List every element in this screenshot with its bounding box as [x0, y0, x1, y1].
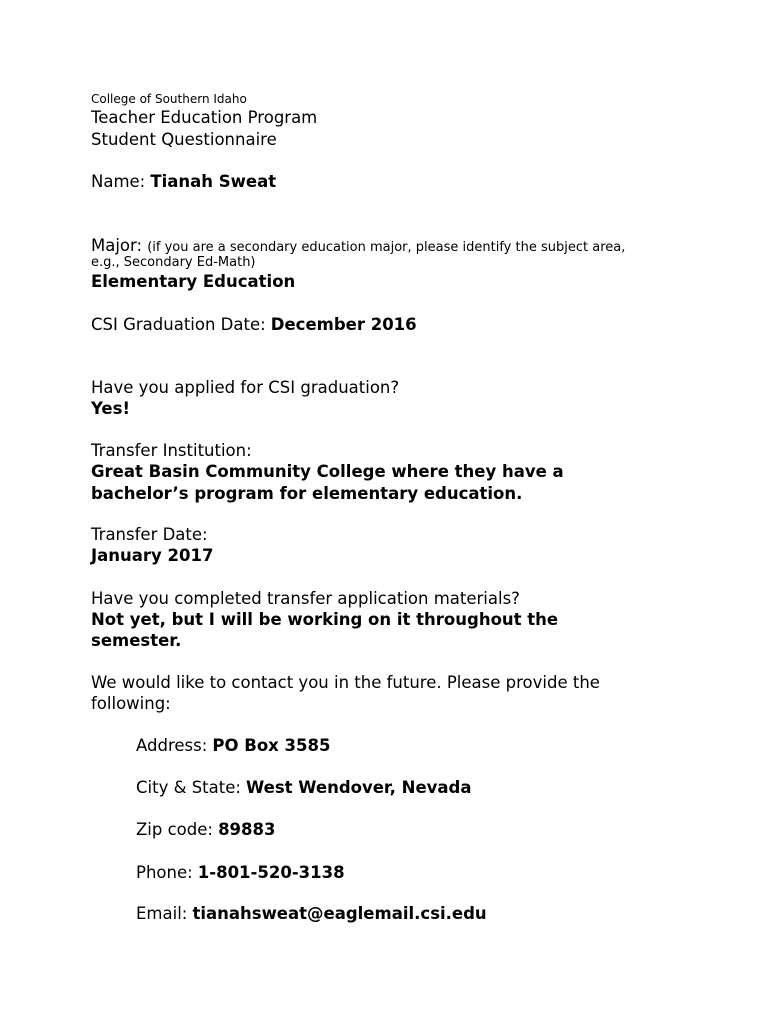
program-title: Teacher Education Program	[91, 108, 318, 127]
name-value: Tianah Sweat	[150, 172, 277, 191]
college-name: College of Southern Idaho	[91, 92, 247, 106]
contact-intro: We would like to contact you in the future. Please provide the	[91, 673, 600, 692]
transfer-institution-answer: Great Basin Community College where they have a	[91, 462, 564, 481]
address-value: PO Box 3585	[212, 736, 331, 755]
zip-code-value: 89883	[218, 820, 276, 839]
zip-code-field	[136, 820, 275, 840]
name-field	[91, 172, 276, 192]
contact-intro-continued: following:	[91, 694, 171, 713]
email-label: Email:	[136, 904, 188, 923]
zip-code-label: Zip code:	[136, 820, 213, 839]
transfer-materials-answer-continued: semester.	[91, 631, 182, 650]
transfer-institution-answer-continued: bachelor’s program for elementary education.	[91, 484, 523, 503]
major-hint-continued: e.g., Secondary Ed-Math)	[91, 255, 256, 270]
applied-graduation-question: Have you applied for CSI graduation?	[91, 378, 400, 397]
applied-graduation-answer: Yes!	[91, 399, 130, 418]
transfer-materials-answer: Not yet, but I will be working on it throughout the	[91, 610, 559, 629]
email-value: tianahsweat@eaglemail.csi.edu	[192, 904, 487, 923]
graduation-date-field	[91, 315, 417, 335]
form-title: Student Questionnaire	[91, 130, 277, 149]
city-state-field	[136, 778, 472, 798]
graduation-date-label: CSI Graduation Date:	[91, 315, 266, 334]
phone-field	[136, 863, 345, 883]
major-label: Major:	[91, 236, 143, 255]
transfer-materials-question: Have you completed transfer application materials?	[91, 589, 520, 608]
transfer-institution-label: Transfer Institution:	[91, 441, 252, 460]
major-field	[91, 236, 625, 256]
phone-label: Phone:	[136, 863, 193, 882]
transfer-date-label: Transfer Date:	[91, 525, 208, 544]
name-label: Name:	[91, 172, 146, 191]
phone-value: 1-801-520-3138	[197, 863, 345, 882]
graduation-date-value: December 2016	[270, 315, 417, 334]
major-value: Elementary Education	[91, 272, 296, 291]
address-label: Address:	[136, 736, 208, 755]
city-state-label: City & State:	[136, 778, 241, 797]
transfer-date-value: January 2017	[91, 546, 214, 565]
city-state-value: West Wendover, Nevada	[246, 778, 472, 797]
address-field	[136, 736, 330, 756]
email-field	[136, 904, 487, 924]
major-hint: (if you are a secondary education major, please identify the subject area,	[147, 240, 626, 255]
